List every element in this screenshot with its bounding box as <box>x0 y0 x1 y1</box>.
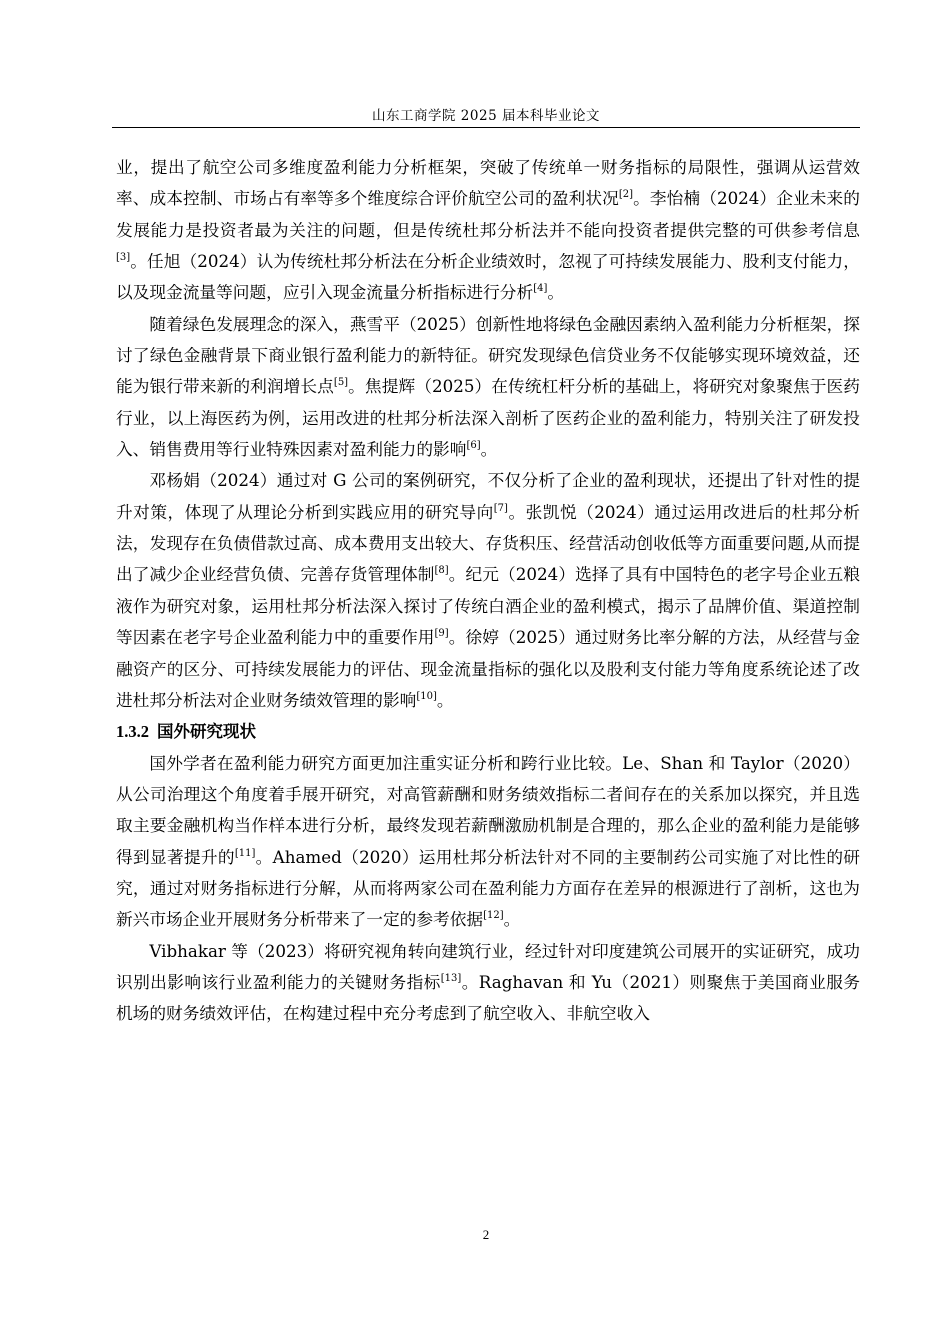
body-text <box>116 152 860 1030</box>
citation-ref: [11] <box>234 847 256 859</box>
page-number: 2 <box>482 1227 490 1242</box>
paragraph-group-foreign <box>116 748 860 1030</box>
paragraph <box>116 465 860 716</box>
text-run: 。 <box>480 439 498 460</box>
paragraph-group-domestic <box>116 152 860 716</box>
paragraph <box>116 152 860 309</box>
text-run: 。 <box>436 689 454 710</box>
text-run: 国外学者在盈利能力研究方面更加注重实证分析和跨行业比较。Le、Shan 和 Taylor（2020）从公司治理这个角度着手展开研究，对高管薪酬和财务绩效指标二者间存在的关系加以探究，并且选取主要金融机构当作样本进行分析，最终发现若薪酬激励机制是合理的，那么企业的盈利能力是能够得到显著提升的 <box>116 752 860 867</box>
section-heading <box>116 716 860 747</box>
text-run: 。Ahamed（2020）运用杜邦分析法针对不同的主要制药公司实施了对比性的研究，通过对财务指标进行分解，从而将两家公司在盈利能力方面存在差异的根源进行了剖析，这也为新兴市场企业开展财务分析带来了一定的参考依据 <box>116 846 860 930</box>
text-run: 。李怡楠（2024）企业未来的发展能力是投资者最为关注的问题，但是传统杜邦分析法并不能向投资者提供完整的可供参考信息 <box>116 188 860 240</box>
citation-ref: [13] <box>440 972 462 984</box>
text-run: 。任旭（2024）认为传统杜邦分析法在分析企业绩效时，忽视了可持续发展能力、股利支付能力，以及现金流量等问题，应引入现金流量分析指标进行分析 <box>116 251 860 303</box>
section-number: 1.3.2 <box>116 722 149 742</box>
text-run: 。 <box>503 909 521 930</box>
citation-ref: [5] <box>333 377 349 389</box>
text-run: 。纪元（2024）选择了具有中国特色的老字号企业五粮液作为研究对象，运用杜邦分析法深入探讨了传统白酒企业的盈利模式，揭示了品牌价值、渠道控制等因素在老字号企业盈利能力中的重要作用 <box>116 564 860 648</box>
citation-ref: [8] <box>434 565 449 577</box>
text-run: Vibhakar 等（2023）将研究视角转向建筑行业，经过针对印度建筑公司展开的实证研究，成功识别出影响该行业盈利能力的关键财务指标 <box>116 940 860 992</box>
citation-ref: [2] <box>618 189 634 201</box>
citation-ref: [4] <box>533 283 548 295</box>
text-run: 。徐婷（2025）通过财务比率分解的方法，从经营与金融资产的区分、可持续发展能力的评估、现金流量指标的强化以及股利支付能力等角度系统论述了改进杜邦分析法对企业财务绩效管理的影响 <box>116 627 860 710</box>
text-run: 邓杨娟（2024）通过对 G 公司的案例研究，不仅分析了企业的盈利现状，还提出了针对性的提升对策，体现了从理论分析到实践应用的研究导向 <box>116 470 860 522</box>
text-run: 。Raghavan 和 Yu（2021）则聚焦于美国商业服务机场的财务绩效评估，在构建过程中充分考虑到了航空收入、非航空收入 <box>116 971 860 1024</box>
paragraph <box>116 309 860 466</box>
citation-ref: [7] <box>493 502 508 514</box>
paragraph <box>116 936 860 1030</box>
text-run: 。 <box>547 282 565 303</box>
citation-ref: [6] <box>466 440 481 452</box>
citation-ref: [3] <box>116 252 131 264</box>
section-title: 国外研究现状 <box>157 722 256 742</box>
citation-ref: [10] <box>416 690 437 702</box>
citation-ref: [9] <box>434 628 449 640</box>
paragraph <box>116 748 860 936</box>
citation-ref: [12] <box>483 910 504 922</box>
running-header: 山东工商学院 2025 届本科毕业论文 <box>372 108 600 124</box>
text-run: 业，提出了航空公司多维度盈利能力分析框架，突破了传统单一财务指标的局限性，强调从运营效率、成本控制、市场占有率等多个维度综合评价航空公司的盈利状况 <box>116 157 860 209</box>
header-rule <box>112 127 860 128</box>
text-run: 。焦提辉（2025）在传统杠杆分析的基础上，将研究对象聚焦于医药行业，以上海医药为例，运用改进的杜邦分析法深入剖析了医药企业的盈利能力，特别关注了研发投入、销售费用等行业特殊因素对盈利能力的影响 <box>116 376 860 460</box>
text-run: 。张凯悦（2024）通过运用改进后的杜邦分析法，发现存在负债借款过高、成本费用支出较大、存货积压、经营活动创收低等方面重要问题,从而提出了减少企业经营负债、完善存货管理体制 <box>116 501 860 585</box>
text-run: 随着绿色发展理念的深入，燕雪平（2025）创新性地将绿色金融因素纳入盈利能力分析框架，探讨了绿色金融背景下商业银行盈利能力的新特征。研究发现绿色信贷业务不仅能够实现环境效益，还能为银行带来新的利润增长点 <box>116 313 860 397</box>
